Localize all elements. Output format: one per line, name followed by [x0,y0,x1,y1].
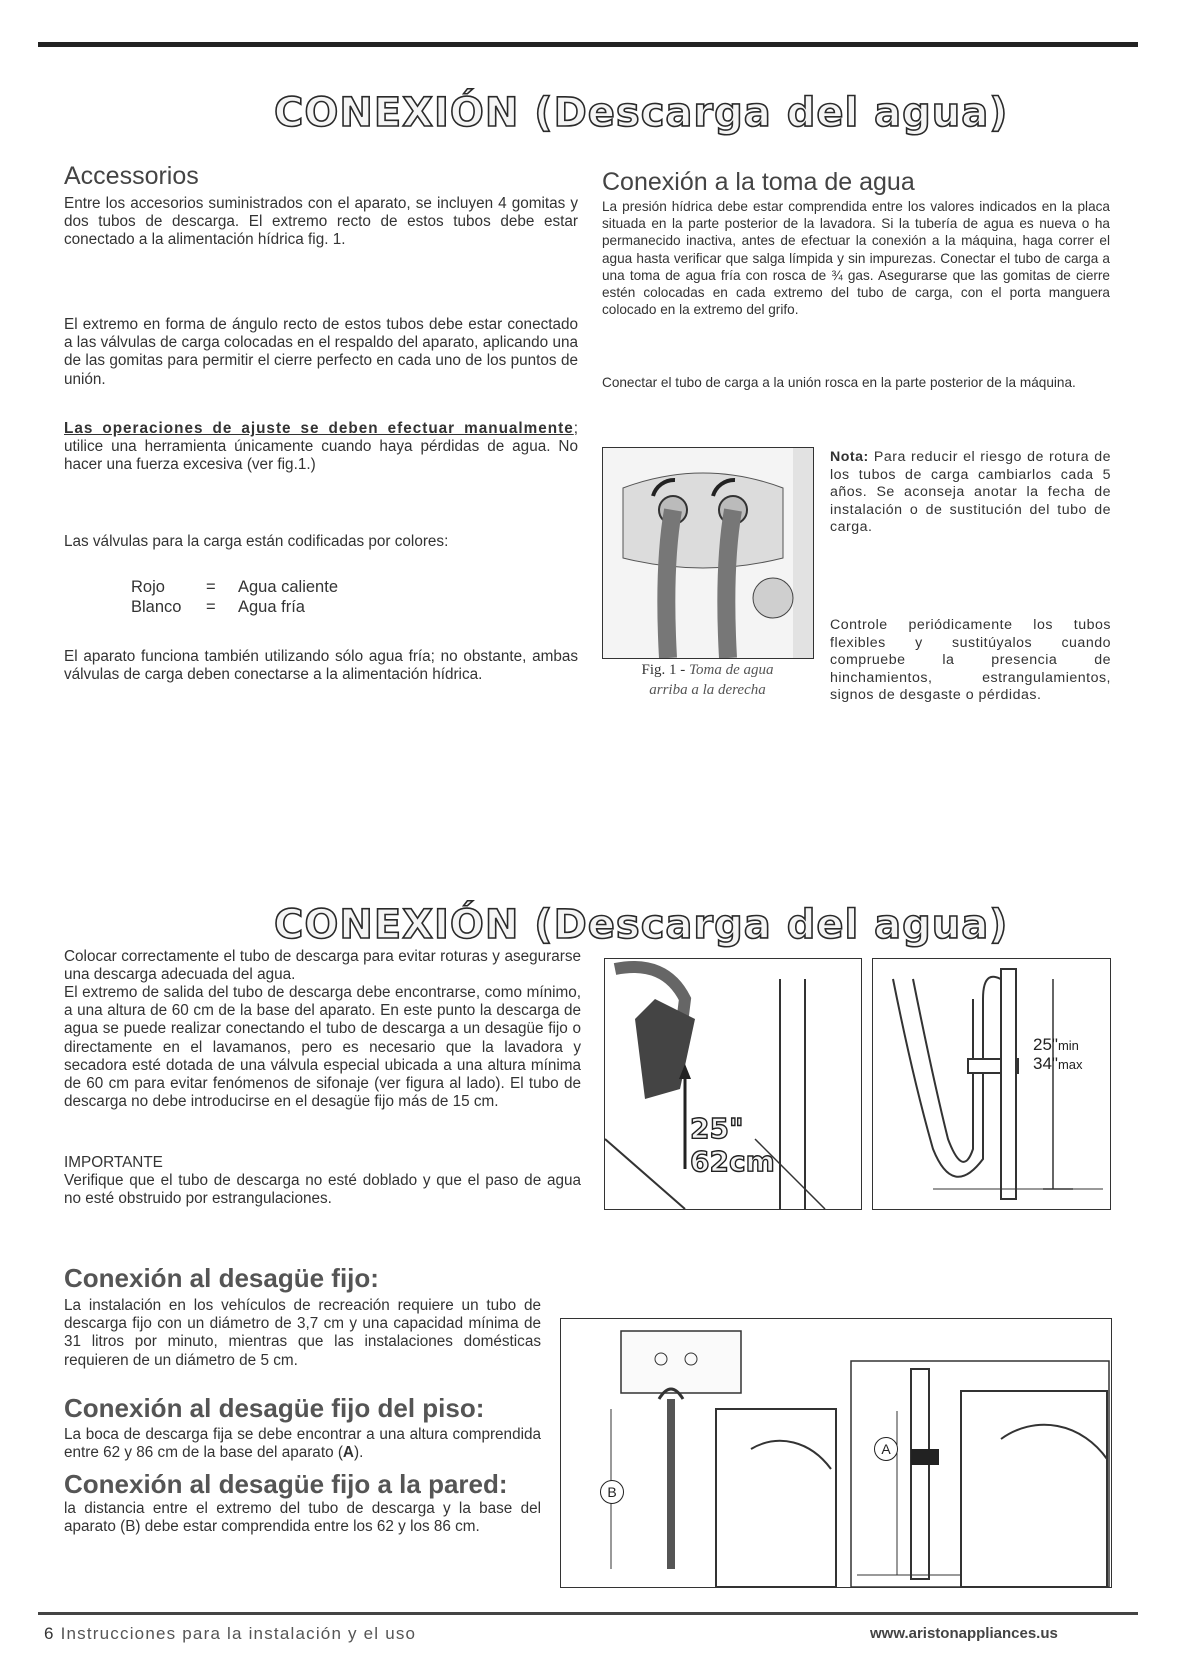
important-label: IMPORTANTE [64,1154,163,1171]
adjust-manually-note: Las operaciones de ajuste se deben efectuar manualmente [64,420,574,437]
fixed-drain-text: La instalación en los vehículos de recreación requiere un tubo de descarga fijo con un diámetro de 3,7 cm y una capacidad mínima de 31 litros por minuto, mientras que las instalaciones domésticas requieren de un diámetro de 5 cm. [64,1297,541,1369]
bottom-rule [38,1612,1138,1615]
wall-drain-heading: Conexión al desagüe fijo a la pared: [64,1469,508,1499]
color-row-white: Blanco = Agua fría [131,598,305,616]
fig-label-25in: 25" [690,1112,744,1145]
drain-p1: Colocar correctamente el tubo de descarga para evitar roturas y asegurarse una descarga adecuada del agua. [64,948,581,984]
top-rule [38,42,1138,47]
important-text: Verifique que el tubo de descarga no esté doblado y que el paso de agua no esté obstruido por estrangulaciones. [64,1172,581,1208]
marker-b: B [600,1480,624,1504]
marker-a: A [874,1437,898,1461]
fixed-drain-heading: Conexión al desagüe fijo: [64,1263,379,1293]
section1-title: CONEXIÓN (Descarga del agua) [274,90,1009,136]
drain-hose-height-figure [872,958,1111,1210]
accessories-p1: Entre los accesorios suministrados con el aparato, se incluyen 4 gomitas y dos tubos de descarga. El extremo recto de estos tubos debe estar conectado a la alimentación hídrica fig. 1. [64,195,578,249]
floor-drain-text: La boca de descarga fija se debe encontrar a una altura comprendida entre 62 y 86 cm de la base del aparato (A). [64,1426,541,1462]
wall-floor-drain-figure [560,1318,1112,1588]
section2-title: CONEXIÓN (Descarga del agua) [274,902,1009,948]
note-box: Nota: Para reducir el riesgo de rotura de los tubos de carga cambiarlos cada 5 años. Se aconseja anotar la fecha de instalación o de sustitución del tubo de carga. [830,449,1111,536]
control-text: Controle periódicamente los tubos flexibles y sustitúyalos cuando compruebe la presencia de hinchamientos, estrangulamientos, signos de desgaste o pérdidas. [830,617,1111,704]
fig1-water-inlet-image [602,447,814,659]
fig-label-62cm: 62cm [690,1145,775,1178]
connection-p2: Conectar el tubo de carga a la unión rosca en la parte posterior de la máquina. [602,375,1076,390]
color-code-table [131,577,338,617]
floor-drain-heading: Conexión al desagüe fijo del piso: [64,1393,485,1423]
connection-p1: La presión hídrica debe estar comprendida entre los valores indicados en la placa situada en la parte posterior de la lavadora. Si la tubería de agua es nueva o ha permanecido inactiva, antes de efectuar la conexión a la máquina, haga correr el agua hasta verificar que salga límpida y sin impurezas. Conectar el tubo de carga a una toma de agua fría con rosca de ¾ gas. Asegurarse que las gomitas de cierre estén colocadas en cada extremo del tubo de carga, con el porta manguera colocado en la extremo del grifo. [602,199,1110,318]
accessories-p5: El aparato funciona también utilizando sólo agua fría; no obstante, ambas válvulas de carga deben conectarse a la alimentación hídrica. [64,648,578,684]
fig-label-25-min: 25"min [1033,1035,1079,1054]
wall-drain-text: la distancia entre el extremo del tubo de descarga y la base del aparato (B) debe estar comprendida entre los 62 y los 86 cm. [64,1500,541,1536]
color-row-red: Rojo = Agua caliente [131,578,338,596]
page-number: 6 [44,1624,55,1643]
drain-p2: El extremo de salida del tubo de descarga debe encontrarse, como mínimo, a una altura de 60 cm de la base del aparato. En este punto la descarga de agua se puede realizar conectando el tubo de descarga a un desagüe fijo o directamente en el lavamanos, pero es necesario que la lavadora y secadora esté dotada de una válvula especial ubicada a una altura mínima de 60 cm para evitar fenómenos de sifonaje (ver figura al lado). El tubo de descarga no debe introducirse en el desagüe fijo más de 15 cm. [64,984,581,1111]
accessories-heading: Accessorios [64,162,199,190]
accessories-p3: Las operaciones de ajuste se deben efectuar manualmente; utilice una herramienta únicamente cuando haya pérdidas de agua. No hacer una fuerza excesiva (ver fig.1.) [64,420,578,474]
fig1-caption: Fig. 1 - Toma de agua arriba a la derecha [641,662,774,698]
accessories-p2: El extremo en forma de ángulo recto de estos tubos debe estar conectado a las válvulas de carga colocadas en el respaldo del aparato, aplicando una de las gomitas para permitir el cierre perfecto en cada uno de los puntos de unión. [64,316,578,388]
footer-website-link[interactable]: www.aristonappliances.us [870,1625,1058,1642]
footer-left [44,1624,416,1644]
accessories-p4: Las válvulas para la carga están codificadas por colores: [64,533,449,550]
footer-manual-title: Instrucciones para la instalación y el uso [60,1624,417,1643]
connection-heading: Conexión a la toma de agua [602,168,915,196]
fig-label-34-max: 34"max [1033,1054,1083,1073]
